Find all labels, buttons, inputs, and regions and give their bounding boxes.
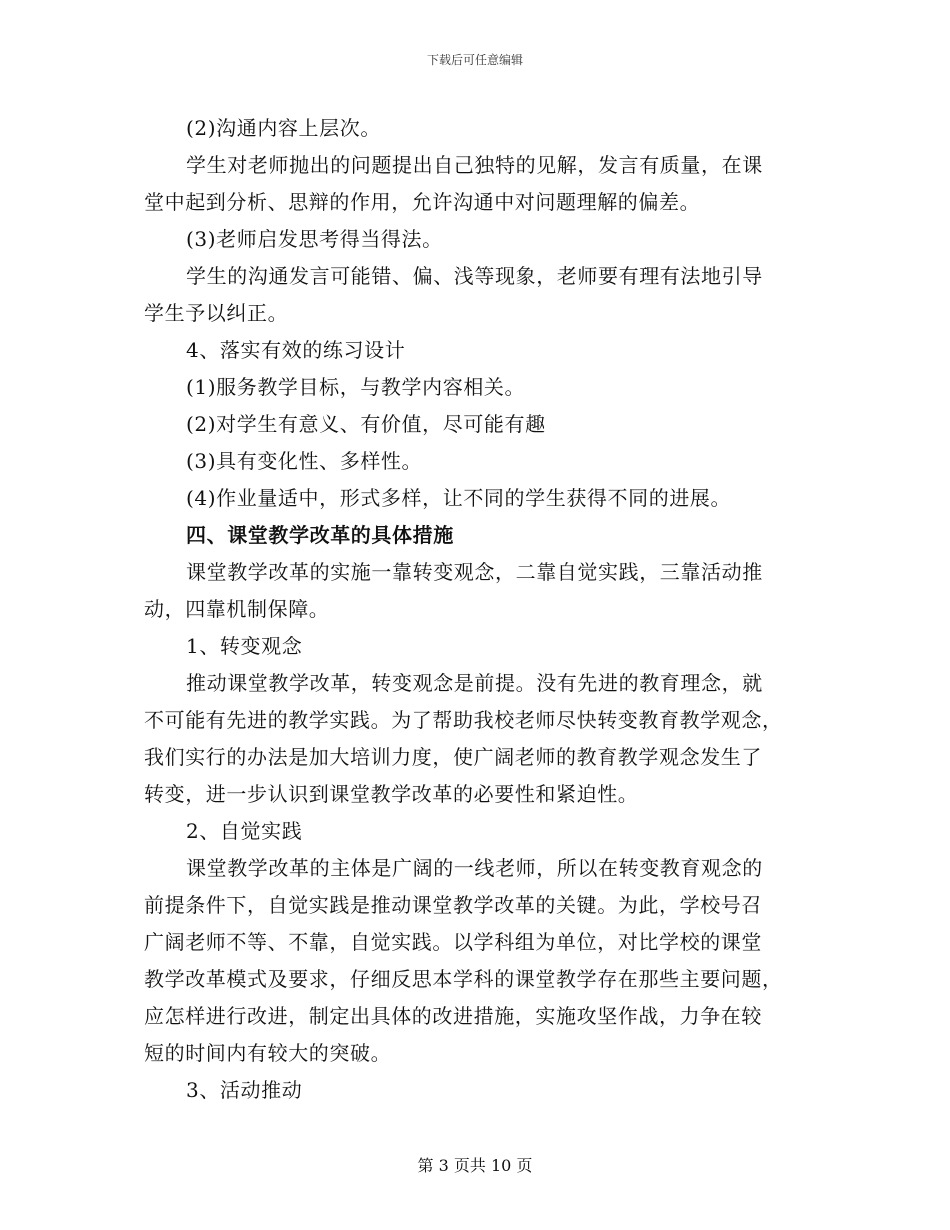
page-header: 下载后可任意编辑 (426, 53, 523, 67)
text-line: 学生予以纠正。 (144, 301, 289, 325)
text-line: 我们实行的办法是加大培训力度，使广阔老师的教育教学观念发生了 (144, 745, 762, 769)
text-line: 4、落实有效的练习设计 (186, 338, 406, 362)
text-line: (2)对学生有意义、有价值，尽可能有趣 (186, 412, 546, 436)
text-line: 堂中起到分析、思辩的作用，允许沟通中对问题理解的偏差。 (144, 190, 701, 214)
text-line: 不可能有先进的教学实践。为了帮助我校老师尽快转变教育教学观念， (144, 708, 783, 732)
document-body (144, 110, 806, 1109)
text-line: (4)作业量适中，形式多样，让不同的学生获得不同的进展。 (186, 486, 732, 510)
text-line: 教学改革模式及要求，仔细反思本学科的课堂教学存在那些主要问题， (144, 967, 783, 991)
text-line: 课堂教学改革的主体是广阔的一线老师，所以在转变教育观念的 (186, 856, 763, 880)
text-line: 推动课堂教学改革，转变观念是前提。没有先进的教育理念，就 (186, 671, 763, 695)
text-line: 1、转变观念 (186, 634, 303, 658)
text-line: 学生的沟通发言可能错、偏、浅等现象，老师要有理有法地引导 (186, 264, 763, 288)
text-line: (2)沟通内容上层次。 (186, 116, 381, 140)
text-line: 广阔老师不等、不靠，自觉实践。以学科组为单位，对比学校的课堂 (144, 930, 762, 954)
text-line: 转变，进一步认识到课堂教学改革的必要性和紧迫性。 (144, 782, 639, 806)
text-line: 应怎样进行改进，制定出具体的改进措施，实施攻坚作战，力争在较 (144, 1004, 762, 1028)
text-line: 动，四靠机制保障。 (144, 597, 330, 621)
text-line: 前提条件下，自觉实践是推动课堂教学改革的关键。为此，学校号召 (144, 893, 762, 917)
text-line: 课堂教学改革的实施一靠转变观念，二靠自觉实践，三靠活动推 (186, 560, 763, 584)
text-line: (1)服务教学目标，与教学内容相关。 (186, 375, 526, 399)
section-heading: 四、课堂教学改革的具体措施 (186, 523, 454, 547)
text-line: 3、活动推动 (186, 1078, 303, 1102)
text-line: 学生对老师抛出的问题提出自己独特的见解，发言有质量，在课 (186, 153, 763, 177)
text-line: (3)老师启发思考得当得法。 (186, 227, 443, 251)
text-line: (3)具有变化性、多样性。 (186, 449, 423, 473)
text-line: 2、自觉实践 (186, 819, 303, 843)
text-line: 短的时间内有较大的突破。 (144, 1041, 392, 1065)
page-footer: 第 3 页共 10 页 (417, 1156, 533, 1175)
